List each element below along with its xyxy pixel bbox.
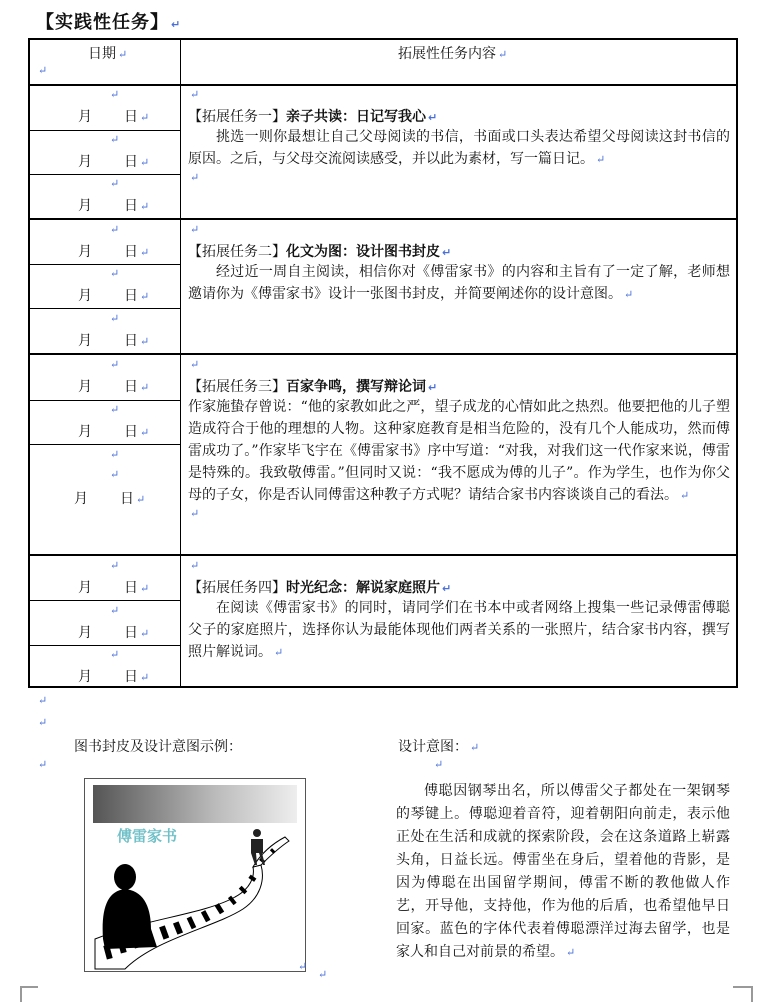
section-title: 【实践性任务】 ↵	[36, 12, 182, 33]
task-cell-1: ↵ 【拓展任务一】亲子共读：日记写我心 ↵ 挑选一则你最想让自己父母阅读的书信，书面或口头表达希望父母阅读这封书信的原因。之后，与父母交流阅读感受，并以此为素材，写一篇日记。 ↵ ↵	[188, 88, 730, 184]
task-body: 作家施蛰存曾说：“他的家教如此之严，望子成龙的心情如此之热烈。他要把他的儿子塑造成符合于他的理想的人物。这种家庭教育是相当危险的，没有几个人能成功，然而傅雷成功了。”作家毕飞宇在《傅雷家书》序中写道：“对我，对我们这一代作家来说，傅雷是特殊的。我致敬傅雷。”但同时又说：“我不愿成为傅的儿子”。作为学生，也作为你父母的子女，你是否认同傅雷这种教子方式呢？请结合家书内容谈谈自己的看法。 ↵	[188, 399, 730, 503]
paragraph-mark-icon: ↵	[298, 960, 308, 973]
design-intent-label: 设计意图： ↵	[398, 739, 480, 755]
piano-illustration	[85, 779, 308, 973]
header-date: 日期 ↵	[88, 46, 128, 62]
task-title: 【拓展任务二】化文为图：设计图书封皮 ↵	[188, 244, 452, 260]
date-cell[interactable]: ↵ 月 日 ↵	[78, 648, 150, 685]
date-row-divider	[30, 264, 180, 265]
header-divider	[30, 84, 736, 86]
task-title: 【拓展任务一】亲子共读：日记写我心 ↵	[188, 109, 438, 125]
date-cell[interactable]: ↵ 月 日 ↵	[78, 177, 150, 214]
date-cell[interactable]: ↵ 月 日 ↵	[78, 604, 150, 641]
date-cell[interactable]: ↵ 月 日 ↵	[78, 223, 150, 260]
group-divider	[30, 353, 736, 355]
date-row-divider	[30, 444, 180, 445]
date-row-divider	[30, 400, 180, 401]
cover-title: 傅雷家书	[117, 827, 178, 845]
paragraph-mark-icon: ↵	[171, 18, 182, 31]
task-body: 在阅读《傅雷家书》的同时，请同学们在书本中或者网络上搜集一些记录傅雷傅聪父子的家庭照片，选择你认为最能体现他们两者关系的一张照片，结合家书内容，撰写照片解说词。 ↵	[188, 600, 730, 660]
task-title: 【拓展任务四】时光纪念：解说家庭照片 ↵	[188, 580, 452, 596]
date-row-divider	[30, 645, 180, 646]
design-intent-text: 傅聪因钢琴出名，所以傅雷父子都处在一架钢琴的琴键上。傅聪迎着音符，迎着朝阳向前走，表示他正处在生活和成就的探索阶段，会在这条道路上崭露头角，日益长远。傅雷坐在身后，望着他的背影，是因为傅聪在出国留学期间，傅雷不断的教他做人作艺，开导他，支持他，作为他的后盾，也希望他早日回家。蓝色的字体代表着傅聪漂洋过海去留学，也是家人和自己对前景的希望。 ↵	[396, 783, 730, 960]
date-row-divider	[30, 130, 180, 131]
group-divider	[30, 554, 736, 556]
date-row-divider	[30, 308, 180, 309]
task-title: 【拓展任务三】百家争鸣，撰写辩论词 ↵	[188, 379, 438, 395]
group-divider	[30, 218, 736, 220]
date-cell[interactable]: ↵ 月 日 ↵	[78, 88, 150, 125]
paragraph-mark-icon: ↵	[38, 758, 48, 771]
date-cell[interactable]: ↵ ↵ 月 日 ↵	[74, 448, 146, 507]
date-cell[interactable]: ↵ 月 日 ↵	[78, 559, 150, 596]
example-label: 图书封皮及设计意图示例：	[74, 739, 242, 755]
date-cell[interactable]: ↵ 月 日 ↵	[78, 267, 150, 304]
paragraph-mark-icon: ↵	[38, 64, 48, 77]
paragraph-mark-icon: ↵	[318, 968, 328, 981]
task-body: 经过近一周自主阅读，相信你对《傅雷家书》的内容和主旨有了一定了解，老师想邀请你为《傅雷家书》设计一张图书封皮，并简要阐述你的设计意图。 ↵	[188, 264, 730, 302]
task-cell-3: ↵ 【拓展任务三】百家争鸣，撰写辩论词 ↵ 作家施蛰存曾说：“他的家教如此之严，望子成龙的心情如此之热烈。他要把他的儿子塑造成符合于他的理想的人物。这种家庭教育是相当危险的，没有几个人能成功，然而傅雷成功了。”作家毕飞宇在《傅雷家书》序中写道：“对我，对我们这一代作家来说，傅雷是特殊的。我致敬傅雷。”但同时又说：“我不愿成为傅的儿子”。作为学生，也作为你父母的子女，你是否认同傅雷这种教子方式呢？请结合家书内容谈谈自己的看法。 ↵ ↵	[188, 358, 730, 520]
paragraph-mark-icon: ↵	[38, 716, 48, 729]
date-cell[interactable]: ↵ 月 日 ↵	[78, 312, 150, 349]
book-cover-image	[84, 778, 306, 972]
task-table	[28, 38, 738, 688]
paragraph-mark-icon: ↵	[434, 758, 444, 771]
task-cell-4: ↵ 【拓展任务四】时光纪念：解说家庭照片 ↵ 在阅读《傅雷家书》的同时，请同学们在书本中或者网络上搜集一些记录傅雷傅聪父子的家庭照片，选择你认为最能体现他们两者关系的一张照片，结合家书内容，撰写照片解说词。 ↵	[188, 559, 730, 664]
date-cell[interactable]: ↵ 月 日 ↵	[78, 133, 150, 170]
date-cell[interactable]: ↵ 月 日 ↵	[78, 358, 150, 395]
date-row-divider	[30, 600, 180, 601]
date-row-divider	[30, 174, 180, 175]
task-cell-2: ↵ 【拓展任务二】化文为图：设计图书封皮 ↵ 经过近一周自主阅读，相信你对《傅雷家书》的内容和主旨有了一定了解，老师想邀请你为《傅雷家书》设计一张图书封皮，并简要阐述你的设计意图。 ↵	[188, 223, 730, 306]
task-body: 挑选一则你最想让自己父母阅读的书信，书面或口头表达希望父母阅读这封书信的原因。之后，与父母交流阅读感受，并以此为素材，写一篇日记。 ↵	[188, 129, 730, 167]
column-divider	[180, 40, 181, 686]
date-cell[interactable]: ↵ 月 日 ↵	[78, 403, 150, 440]
header-content: 拓展性任务内容 ↵	[398, 46, 508, 62]
paragraph-mark-icon: ↵	[38, 694, 48, 707]
